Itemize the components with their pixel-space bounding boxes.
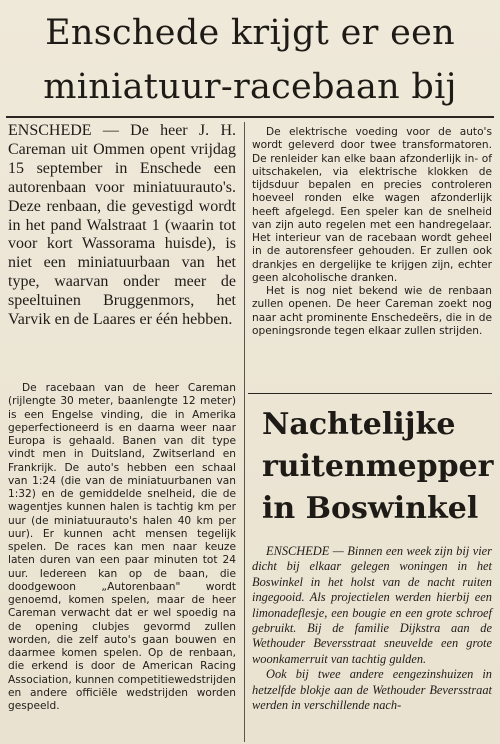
article-headline (8, 6, 492, 114)
article2-headline-line-2: ruitenmepper (262, 449, 494, 484)
headline-line-2: miniatuur-racebaan bij (43, 67, 457, 107)
article-divider (248, 393, 492, 394)
article-body-paragraph: Het is nog niet bekend wie de renbaan zullen openen. De heer Careman zoekt nog naar acht prominente Enschedeërs, die in de openingsronde tegen elkaar zullen strijden. (252, 285, 492, 337)
headline-line-1: Enschede krijgt er een (45, 13, 455, 53)
column-separator (244, 122, 245, 742)
article-body-left-column (8, 382, 236, 713)
article2-paragraph: Ook bij twee andere eengezinshuizen in hetzelfde blokje aan de Wethouder Beversstraat werden in verschillende nach- (252, 667, 492, 713)
article-body-paragraph: De elektrische voeding voor de auto's wordt geleverd door twee transformatoren. De renleider kan elke baan afzonderlijk in- of uitschakelen, via elektrische klokken de tijdsduur bepalen en precies controleren hoeveel ronden elke wagen afzonderlijk heeft afgelegd. Een speler kan de snelheid van zijn auto regelen met een handregelaar. Het interieur van de racebaan wordt geheel in de autorensfeer gehouden. Er zullen ook drankjes en dergelijke te krijgen zijn, echter geen alcoholische dranken. (252, 126, 492, 284)
article-lead: ENSCHEDE — De heer J. H. Careman uit Ommen opent vrijdag 15 september in Enschede een autorenbaan voor miniatuurauto's. Deze renbaan, die gevestigd wordt in het pand Walstraat 1 (waarin tot voor kort Wassorama huisde), is niet een miniatuurbaan van het type, waarvan onder meer de speeltuinen Bruggenmors, het Varvik en de Laares er één hebben. (8, 122, 236, 329)
article2-headline-line-1: Nachtelijke (262, 407, 456, 442)
article2-headline-line-3: in Boswinkel (262, 491, 479, 526)
article-body-right-column (252, 126, 492, 338)
headline-rule (6, 116, 494, 118)
article-body-paragraph: De racebaan van de heer Careman (rijlengte 30 meter, baanlengte 12 meter) is een Engelse vinding, die in Amerika geperfectioneerd is en daarna weer naar Europa is gehaald. Banen van dit type vindt men in Duitsland, Zwitserland en Frankrijk. De auto's hebben een schaal van 1:24 (die van de miniatuurbanen van 1:32) en de gemiddelde snelheid, die de wagentjes kunnen halen is tachtig km per uur (de miniatuurauto's halen 40 km per uur). Er kunnen acht mensen tegelijk spelen. De races kan men naar keuze laten duren van een paar minuten tot 24 uur. Iedereen kan op de baan, die doodgewoon „Autorenbaan" wordt genoemd, komen spelen, maar de heer Careman verwacht dat er wel spoedig na de opening clubjes gevormd zullen worden, die zelf auto's gaan bouwen en daarmee komen spelen. Op de renbaan, die erkend is door de American Racing Association, kunnen competitiewedstrijden en andere officiële wedstrijden worden gespeeld. (8, 382, 236, 712)
article2-paragraph: ENSCHEDE — Binnen een week zijn bij vier dicht bij elkaar gelegen woningen in het Boswinkel in het holst van de nacht ruiten ingegooid. Als projectielen werden hierbij een limonadeflesje, een bougie en een grote schroef gebruikt. Bij de familie Dijkstra aan de Wethouder Beversstraat sneuvelde een grote woonkamerruit van tachtig gulden. (252, 544, 492, 666)
article2-body (252, 544, 492, 713)
article2-headline (262, 404, 492, 530)
